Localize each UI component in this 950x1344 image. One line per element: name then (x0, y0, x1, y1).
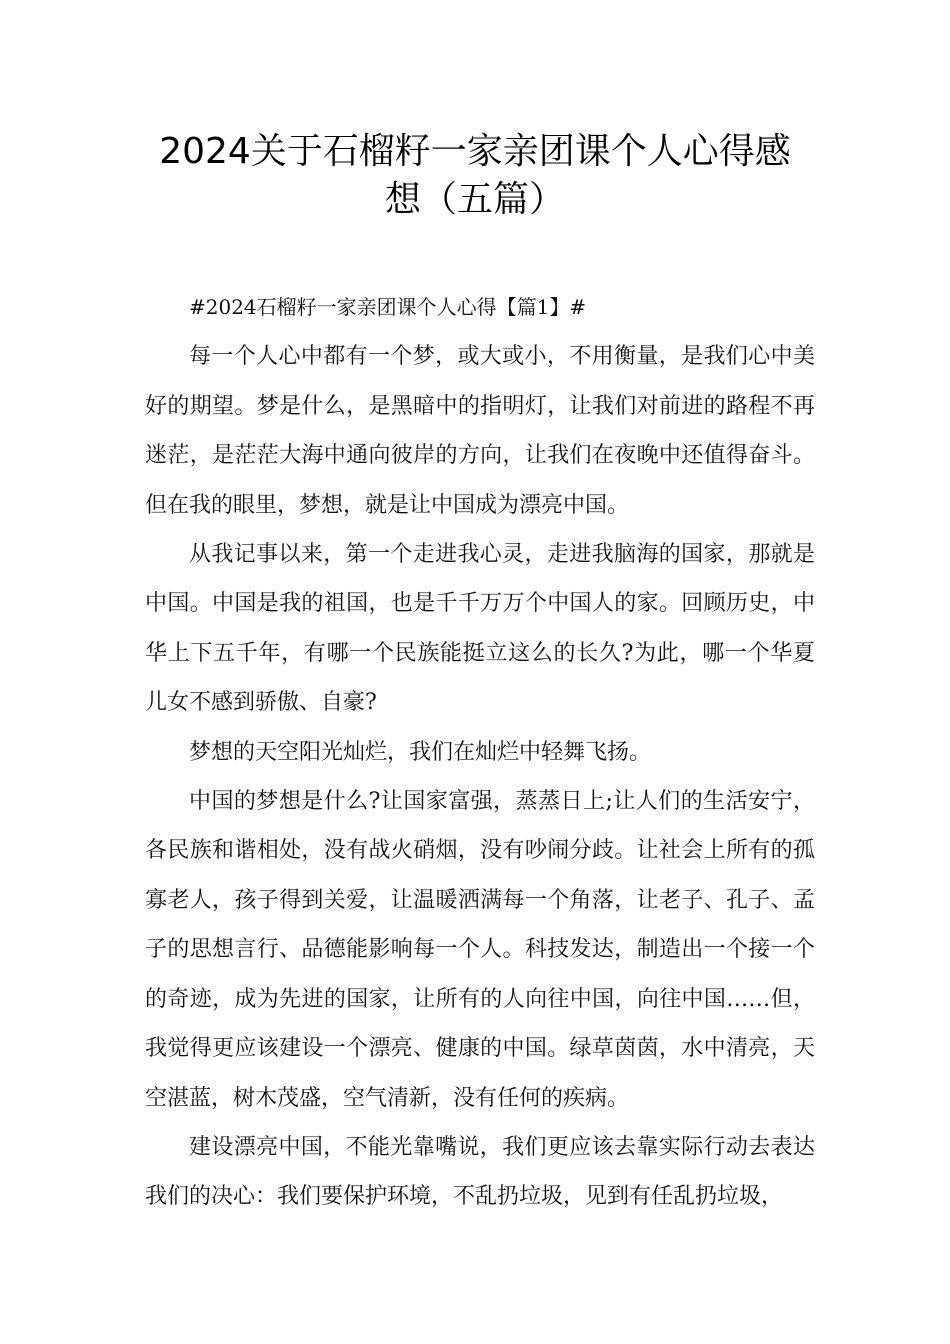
paragraph: 建设漂亮中国，不能光靠嘴说，我们更应该去靠实际行动去表达我们的决心：我们要保护环境，不乱扔垃圾，见到有任乱扔垃圾， (145, 1134, 815, 1210)
document-body (145, 283, 815, 1222)
paragraph: 从我记事以来，第一个走进我心灵，走进我脑海的国家，那就是中国。中国是我的祖国，也是千千万万个中国人的家。回顾历史，中华上下五千年，有哪一个民族能挺立这么的长久?为此，哪一个华夏儿女不感到骄傲、自豪? (145, 542, 815, 716)
document-title (120, 128, 830, 224)
title-line-2: 想（五篇） (384, 179, 565, 220)
paragraph: 中国的梦想是什么?让国家富强，蒸蒸日上;让人们的生活安宁，各民族和谐相处，没有战火硝烟，没有吵闹分歧。让社会上所有的孤寡老人，孩子得到关爱，让温暖洒满每一个角落，让老子、孔子、孟子的思想言行、品德能影响每一个人。科技发达，制造出一个接一个的奇迹，成为先进的国家，让所有的人向往中国，向往中国……但，我觉得更应该建设一个漂亮、健康的中国。绿草茵茵，水中清亮，天空湛蓝，树木茂盛，空气清新，没有任何的疾病。 (145, 789, 815, 1111)
section-heading: #2024石榴籽一家亲团课个人心得【篇1】# (189, 295, 587, 319)
paragraph: 梦想的天空阳光灿烂，我们在灿烂中轻舞飞扬。 (189, 739, 652, 765)
title-line-1: 2024关于石榴籽一家亲团课个人心得感 (159, 131, 791, 172)
paragraph: 每一个人心中都有一个梦，或大或小，不用衡量，是我们心中美好的期望。梦是什么，是黑暗中的指明灯，让我们对前进的路程不再迷茫，是茫茫大海中通向彼岸的方向，让我们在夜晚中还值得奋斗。但在我的眼里，梦想，就是让中国成为漂亮中国。 (145, 344, 815, 518)
